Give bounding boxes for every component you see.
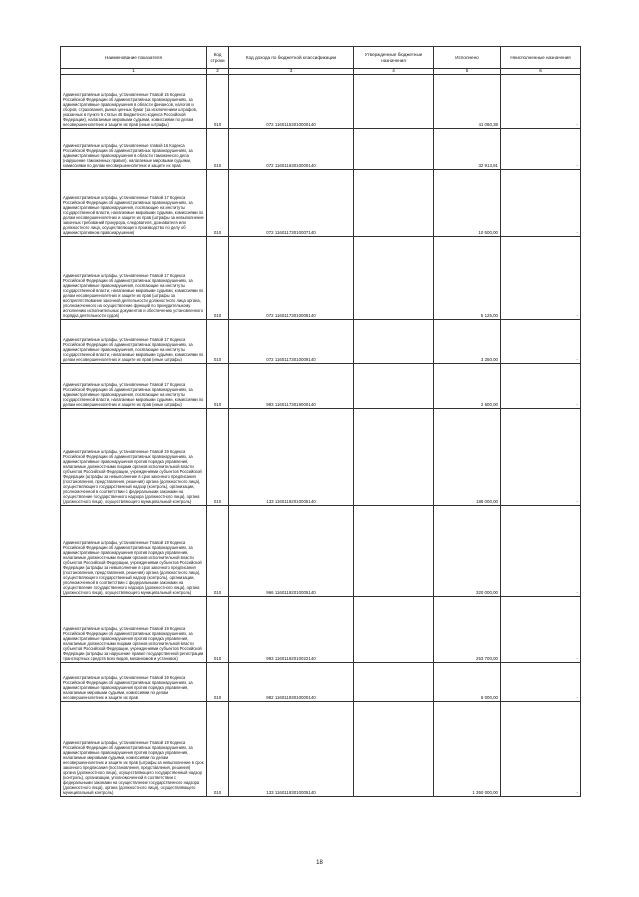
executed-amount: 6 000,00	[434, 662, 501, 701]
table-row	[61, 408, 581, 505]
column-number: 2	[207, 69, 229, 75]
line-code: 010	[207, 319, 229, 363]
revenue-code: 072 11601153010000140	[229, 74, 354, 128]
indicator-name: Административные штрафы, установленные Главой 17 Кодекса Российской Федерации об административных правонарушениях, за административные правонарушения, посягающие на институты государственной власти, налагаемые мировыми судьями, комиссиями по делам несовершеннолетних и защите их прав (иные штрафы)	[61, 363, 207, 408]
executed-amount: 253 700,00	[434, 596, 501, 662]
table-row	[61, 128, 581, 169]
table-row	[61, 236, 581, 319]
unexecuted-amount: -	[501, 363, 581, 408]
table-row	[61, 319, 581, 363]
revenue-code: 072 11601173010008140	[229, 236, 354, 319]
indicator-name: Административные штрафы, установленные Главой 19 Кодекса Российской Федерации об административных правонарушениях, за административные правонарушения против порядка управления, налагаемые мировыми судьями, комиссиями по делам несовершеннолетних и защите их прав	[61, 662, 207, 701]
table-row	[61, 74, 581, 128]
indicator-name: Административные штрафы, установленные Главой 17 Кодекса Российской Федерации об административных правонарушениях, за административные правонарушения, посягающие на институты государственной власти, налагаемые мировыми судьями, комиссиями по делам несовершеннолетних и защите их прав (штрафы за воспрепятствование законной деятельности должностного лица органа, уполномоченного на осуществление функций по принудительному исполнению исполнительных документов и обеспечению установленного порядка деятельности судов)	[61, 236, 207, 319]
executed-amount: 320 000,00	[434, 505, 501, 596]
line-code: 010	[207, 128, 229, 169]
revenue-code: 133 11601193010005140	[229, 701, 354, 796]
approved-amount	[354, 701, 434, 796]
column-number: 4	[354, 69, 434, 75]
revenue-code: 072 11601163010000140	[229, 128, 354, 169]
line-code: 010	[207, 596, 229, 662]
executed-amount: 5 125,00	[434, 236, 501, 319]
indicator-name: Административные штрафы, установленные Главой 19 Кодекса Российской Федерации об административных правонарушениях, за административные правонарушения против порядка управления, налагаемые должностными лицами органов исполнительной власти субъектов Российской Федерации, учреждениями субъектов Российской Федерации (штрафы за невыполнение в срок законного предписания (постановления, представления, решения) органа (должностного лица), осуществляющего государственный надзор (контроль), организации, уполномоченной в соответствии с федеральными законами на осуществление государственного надзора (должностного лица), органа (должностного лица), осуществляющего муниципальный контроль)	[61, 408, 207, 505]
line-code: 010	[207, 363, 229, 408]
executed-amount: 3 250,00	[434, 319, 501, 363]
line-code: 010	[207, 74, 229, 128]
header-executed: Исполнено	[434, 47, 501, 69]
column-number: 5	[434, 69, 501, 75]
table-row	[61, 662, 581, 701]
table-row	[61, 701, 581, 796]
approved-amount	[354, 505, 434, 596]
unexecuted-amount: -	[501, 74, 581, 128]
executed-amount: 32 913,91	[434, 128, 501, 169]
indicator-name: Административные штрафы, установленные Главой 17 Кодекса Российской Федерации об административных правонарушениях, за административные правонарушения, посягающие на институты государственной власти, налагаемые мировыми судьями, комиссиями по делам несовершеннолетних и защите их прав (штрафы за невыполнение законных требований прокурора, следователя, дознавателя или должностного лица, осуществляющего производство по делу об административном правонарушении)	[61, 169, 207, 236]
approved-amount	[354, 319, 434, 363]
unexecuted-amount: -	[501, 319, 581, 363]
column-number: 1	[61, 69, 207, 75]
indicator-name: Административные штрафы, установленные Главой 15 Кодекса Российской Федерации об административных правонарушениях, за административные правонарушения в области финансов, налогов и сборов, страхования, рынка ценных бумаг (за исключением штрафов, указанных в пункте 6 статьи 46 Бюджетного кодекса Российской Федерации), налагаемые мировыми судьями, комиссиями по делам несовершеннолетних и защите их прав (иные штрафы)	[61, 74, 207, 128]
indicator-name: Административные штрафы, установленные Главой 19 Кодекса Российской Федерации об административных правонарушениях, за административные правонарушения против порядка управления, налагаемые должностными лицами органов исполнительной власти субъектов Российской Федерации, учреждениями субъектов Российской Федерации (штрафы за нарушение правил государственной регистрации транспортных средств всех видов, механизмов и установок)	[61, 596, 207, 662]
approved-amount	[354, 128, 434, 169]
header-revenue-code: Код дохода по бюджетной классификации	[229, 47, 354, 69]
unexecuted-amount: -	[501, 169, 581, 236]
unexecuted-amount: -	[501, 596, 581, 662]
line-code: 010	[207, 169, 229, 236]
table-row	[61, 363, 581, 408]
line-code: 010	[207, 662, 229, 701]
column-number: 3	[229, 69, 354, 75]
line-code: 010	[207, 701, 229, 796]
header-unexecuted: Неисполненные назначения	[501, 47, 581, 69]
line-code: 010	[207, 408, 229, 505]
page-number: 18	[316, 860, 323, 866]
header-indicator-name: Наименование показателя	[61, 47, 207, 69]
revenue-code: 072 11601173010009140	[229, 319, 354, 363]
table-row	[61, 505, 581, 596]
unexecuted-amount: -	[501, 662, 581, 701]
executed-amount: 10 500,00	[434, 169, 501, 236]
table-row	[61, 169, 581, 236]
table-row	[61, 596, 581, 662]
header-line-code: Код строки	[207, 47, 229, 69]
line-code: 010	[207, 505, 229, 596]
revenue-code: 072 11601173010007140	[229, 169, 354, 236]
approved-amount	[354, 363, 434, 408]
executed-amount: 2 600,00	[434, 363, 501, 408]
revenue-code: 993 11601192010022140	[229, 596, 354, 662]
revenue-code: 966 11601192010005140	[229, 505, 354, 596]
unexecuted-amount: -	[501, 701, 581, 796]
header-row	[61, 47, 581, 69]
header-approved: Утвержденные бюджетные назначения	[354, 47, 434, 69]
revenue-code: 993 11601173019000140	[229, 363, 354, 408]
executed-amount: 1 350 000,00	[434, 701, 501, 796]
revenue-code: 133 11601192010005140	[229, 408, 354, 505]
approved-amount	[354, 662, 434, 701]
line-code: 010	[207, 236, 229, 319]
unexecuted-amount: -	[501, 128, 581, 169]
indicator-name: Административные штрафы, установленные главой 16 Кодекса Российской Федерации об административных правонарушениях, за административные правонарушения в области таможенного дела (нарушение таможенных правил), налагаемые мировыми судьями, комиссиями по делам несовершеннолетних и защите их прав	[61, 128, 207, 169]
indicator-name: Административные штрафы, установленные Главой 17 Кодекса Российской Федерации об административных правонарушениях, за административные правонарушения, посягающие на институты государственной власти, налагаемые мировыми судьями, комиссиями по делам несовершеннолетних и защите их прав (иные штрафы)	[61, 319, 207, 363]
unexecuted-amount: -	[501, 505, 581, 596]
approved-amount	[354, 408, 434, 505]
approved-amount	[354, 236, 434, 319]
revenue-code: 982 11601193010000140	[229, 662, 354, 701]
column-number: 6	[501, 69, 581, 75]
budget-revenue-table	[60, 46, 581, 797]
executed-amount: 41 060,38	[434, 74, 501, 128]
indicator-name: Административные штрафы, установленные Главой 19 Кодекса Российской Федерации об административных правонарушениях, за административные правонарушения против порядка управления, налагаемые должностными лицами органов исполнительной власти субъектов Российской Федерации, учреждениями субъектов Российской Федерации (штрафы за невыполнение в срок законного предписания (постановления, представления, решения) органа (должностного лица), осуществляющего государственный надзор (контроль), организации, уполномоченной в соответствии с федеральными законами на осуществление государственного надзора (должностного лица), органа (должностного лица), осуществляющего муниципальный контроль)	[61, 505, 207, 596]
executed-amount: 186 000,00	[434, 408, 501, 505]
indicator-name: Административные штрафы, установленные Главой 19 Кодекса Российской Федерации об административных правонарушениях, за административные правонарушения против порядка управления, налагаемые мировыми судьями, комиссиями по делам несовершеннолетних и защите их прав (штрафы за невыполнение в срок законного предписания (постановления, представления, решения) органа (должностного лица), осуществляющего государственный надзор (контроль), организации, уполномоченной в соответствии с федеральными законами на осуществление государственного надзора (должностного лица), органа (должностного лица), осуществляющего муниципальный контроль)	[61, 701, 207, 796]
approved-amount	[354, 596, 434, 662]
unexecuted-amount: -	[501, 408, 581, 505]
approved-amount	[354, 169, 434, 236]
approved-amount	[354, 74, 434, 128]
unexecuted-amount: -	[501, 236, 581, 319]
